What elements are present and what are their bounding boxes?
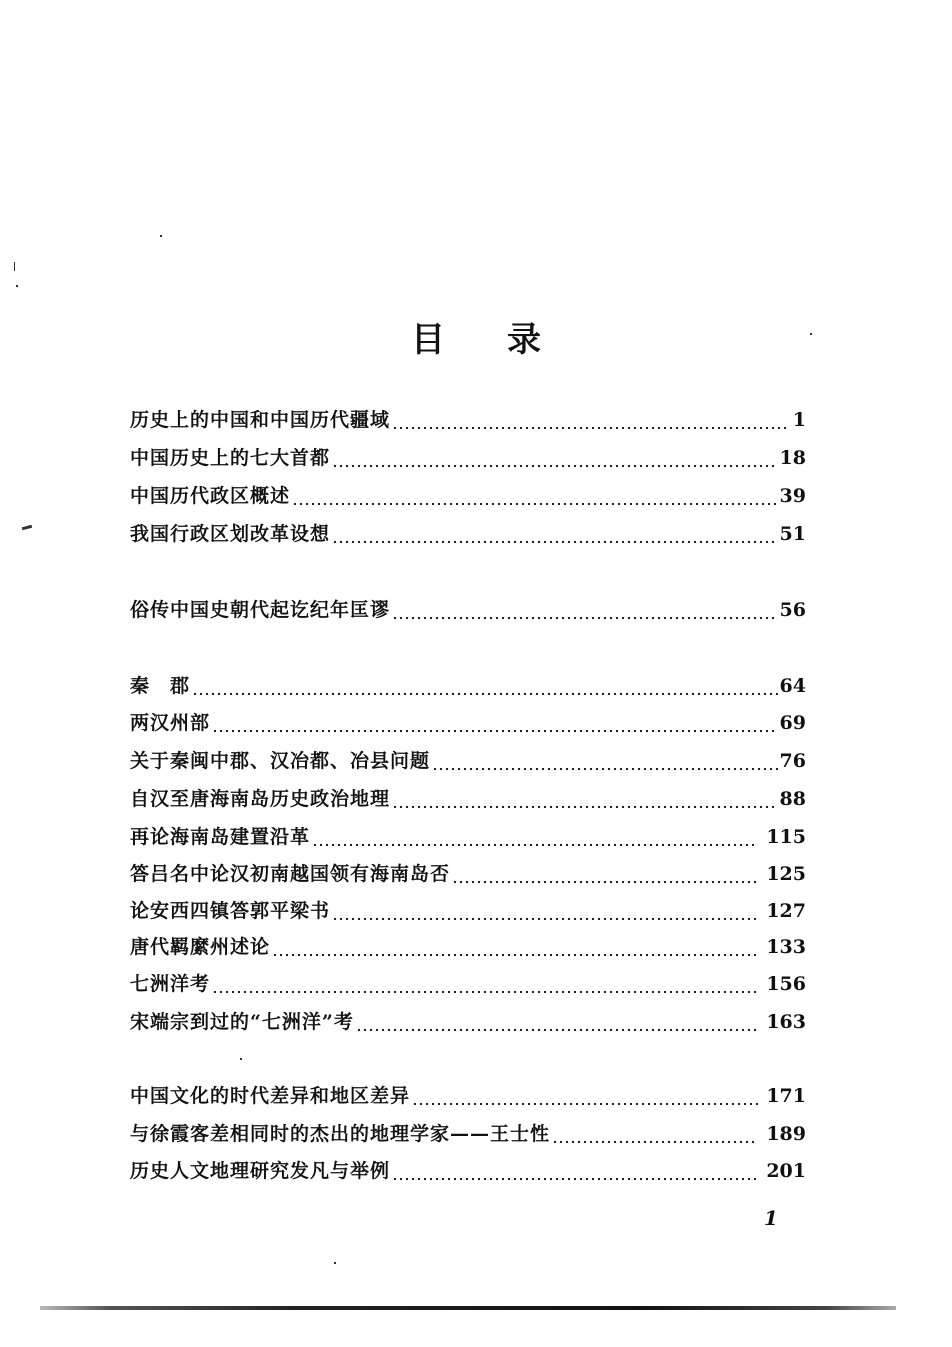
toc-entry[interactable] xyxy=(130,442,806,470)
toc-entry[interactable] xyxy=(130,858,806,886)
dot-leader xyxy=(392,598,778,622)
toc-entry[interactable] xyxy=(130,480,806,508)
toc-entry-title: 自汉至唐海南岛历史政治地理 xyxy=(130,788,391,810)
bottom-rule xyxy=(40,1306,896,1310)
toc-entry-page: 56 xyxy=(779,599,806,621)
dot-leader xyxy=(332,446,778,470)
toc-entry-title: 宋端宗到过的“七洲洋”考 xyxy=(130,1011,354,1033)
toc-entry-page: 171 xyxy=(766,1085,806,1107)
page-number: 1 xyxy=(764,1206,778,1230)
toc-entry-page: 1 xyxy=(792,409,806,431)
toc-entry-page: 133 xyxy=(766,936,806,958)
toc-entry[interactable] xyxy=(130,670,806,698)
toc-entry-page: 125 xyxy=(766,863,806,885)
toc-entry[interactable] xyxy=(130,968,806,996)
dot-leader xyxy=(432,749,778,773)
toc-entry-title: 七洲洋考 xyxy=(130,973,211,995)
scan-speck xyxy=(16,285,18,287)
dot-leader xyxy=(332,522,778,546)
scan-speck xyxy=(14,262,15,271)
dot-leader xyxy=(212,711,778,735)
toc-entry[interactable] xyxy=(130,1118,806,1146)
toc-entry[interactable] xyxy=(130,895,806,923)
dot-leader xyxy=(292,484,778,508)
toc-entry[interactable] xyxy=(130,745,806,773)
dot-leader xyxy=(356,1010,758,1034)
toc-entry-title: 两汉州部 xyxy=(130,712,211,734)
toc-entry[interactable] xyxy=(130,707,806,735)
toc-entry-title: 答吕名中论汉初南越国领有海南岛否 xyxy=(130,863,451,885)
dot-leader xyxy=(272,935,758,959)
toc-entry-title: 历史人文地理研究发凡与举例 xyxy=(130,1160,391,1182)
toc-entry[interactable] xyxy=(130,404,806,432)
toc-entry-title: 唐代羁縻州述论 xyxy=(130,936,271,958)
toc-entry-title: 我国行政区划改革设想 xyxy=(130,523,331,545)
dot-leader xyxy=(412,1084,758,1108)
toc-entry-page: 201 xyxy=(766,1160,806,1182)
toc-entry-title: 与徐霞客差相同时的杰出的地理学家——王士性 xyxy=(130,1123,551,1145)
toc-entry-title: 中国文化的时代差异和地区差异 xyxy=(130,1085,411,1107)
dot-leader xyxy=(452,862,758,886)
dot-leader xyxy=(392,1159,758,1183)
dot-leader xyxy=(552,1122,758,1146)
toc-entry-title: 中国历史上的七大首都 xyxy=(130,447,331,469)
toc-entry-title: 秦 郡 xyxy=(130,675,191,697)
dot-leader xyxy=(392,787,778,811)
toc-entry-page: 163 xyxy=(766,1011,806,1033)
dot-leader xyxy=(392,408,790,432)
toc-entry-page: 189 xyxy=(766,1123,806,1145)
toc-entry-title: 历史上的中国和中国历代疆域 xyxy=(130,409,391,431)
toc-entry[interactable] xyxy=(130,821,806,849)
scan-speck xyxy=(810,333,812,335)
toc-entry[interactable] xyxy=(130,1155,806,1183)
toc-entry-page: 18 xyxy=(779,447,806,469)
toc-entry-page: 69 xyxy=(779,712,806,734)
toc-entry[interactable] xyxy=(130,1080,806,1108)
toc-entry-page: 76 xyxy=(779,750,806,772)
title-char-1: 目 xyxy=(411,320,445,360)
toc-entry-title: 关于秦闽中郡、汉冶都、冶县问题 xyxy=(130,750,431,772)
dot-leader xyxy=(212,972,758,996)
dot-leader xyxy=(312,825,758,849)
toc-entry-title: 中国历代政区概述 xyxy=(130,485,291,507)
toc-entry-page: 88 xyxy=(779,788,806,810)
toc-entry[interactable] xyxy=(130,1006,806,1034)
toc-entry-page: 156 xyxy=(766,973,806,995)
toc-entry-page: 115 xyxy=(766,826,806,848)
toc-entry[interactable] xyxy=(130,594,806,622)
scan-speck xyxy=(334,1262,336,1264)
toc-entry[interactable] xyxy=(130,518,806,546)
toc-entry-page: 127 xyxy=(766,900,806,922)
toc-entry-title: 俗传中国史朝代起讫纪年匡谬 xyxy=(130,599,391,621)
scan-speck xyxy=(22,525,32,530)
toc-entry-page: 64 xyxy=(779,675,806,697)
toc-entry-page: 51 xyxy=(779,523,806,545)
scan-speck xyxy=(240,1058,242,1060)
scan-speck xyxy=(160,235,162,237)
toc-entry[interactable] xyxy=(130,931,806,959)
toc-entry[interactable] xyxy=(130,783,806,811)
dot-leader xyxy=(192,674,778,698)
toc-entry-title: 再论海南岛建置沿革 xyxy=(130,826,311,848)
toc-entry-page: 39 xyxy=(779,485,806,507)
title-char-2: 录 xyxy=(507,320,541,360)
page-title xyxy=(0,312,952,361)
toc-entry-title: 论安西四镇答郭平梁书 xyxy=(130,900,331,922)
dot-leader xyxy=(332,899,758,923)
